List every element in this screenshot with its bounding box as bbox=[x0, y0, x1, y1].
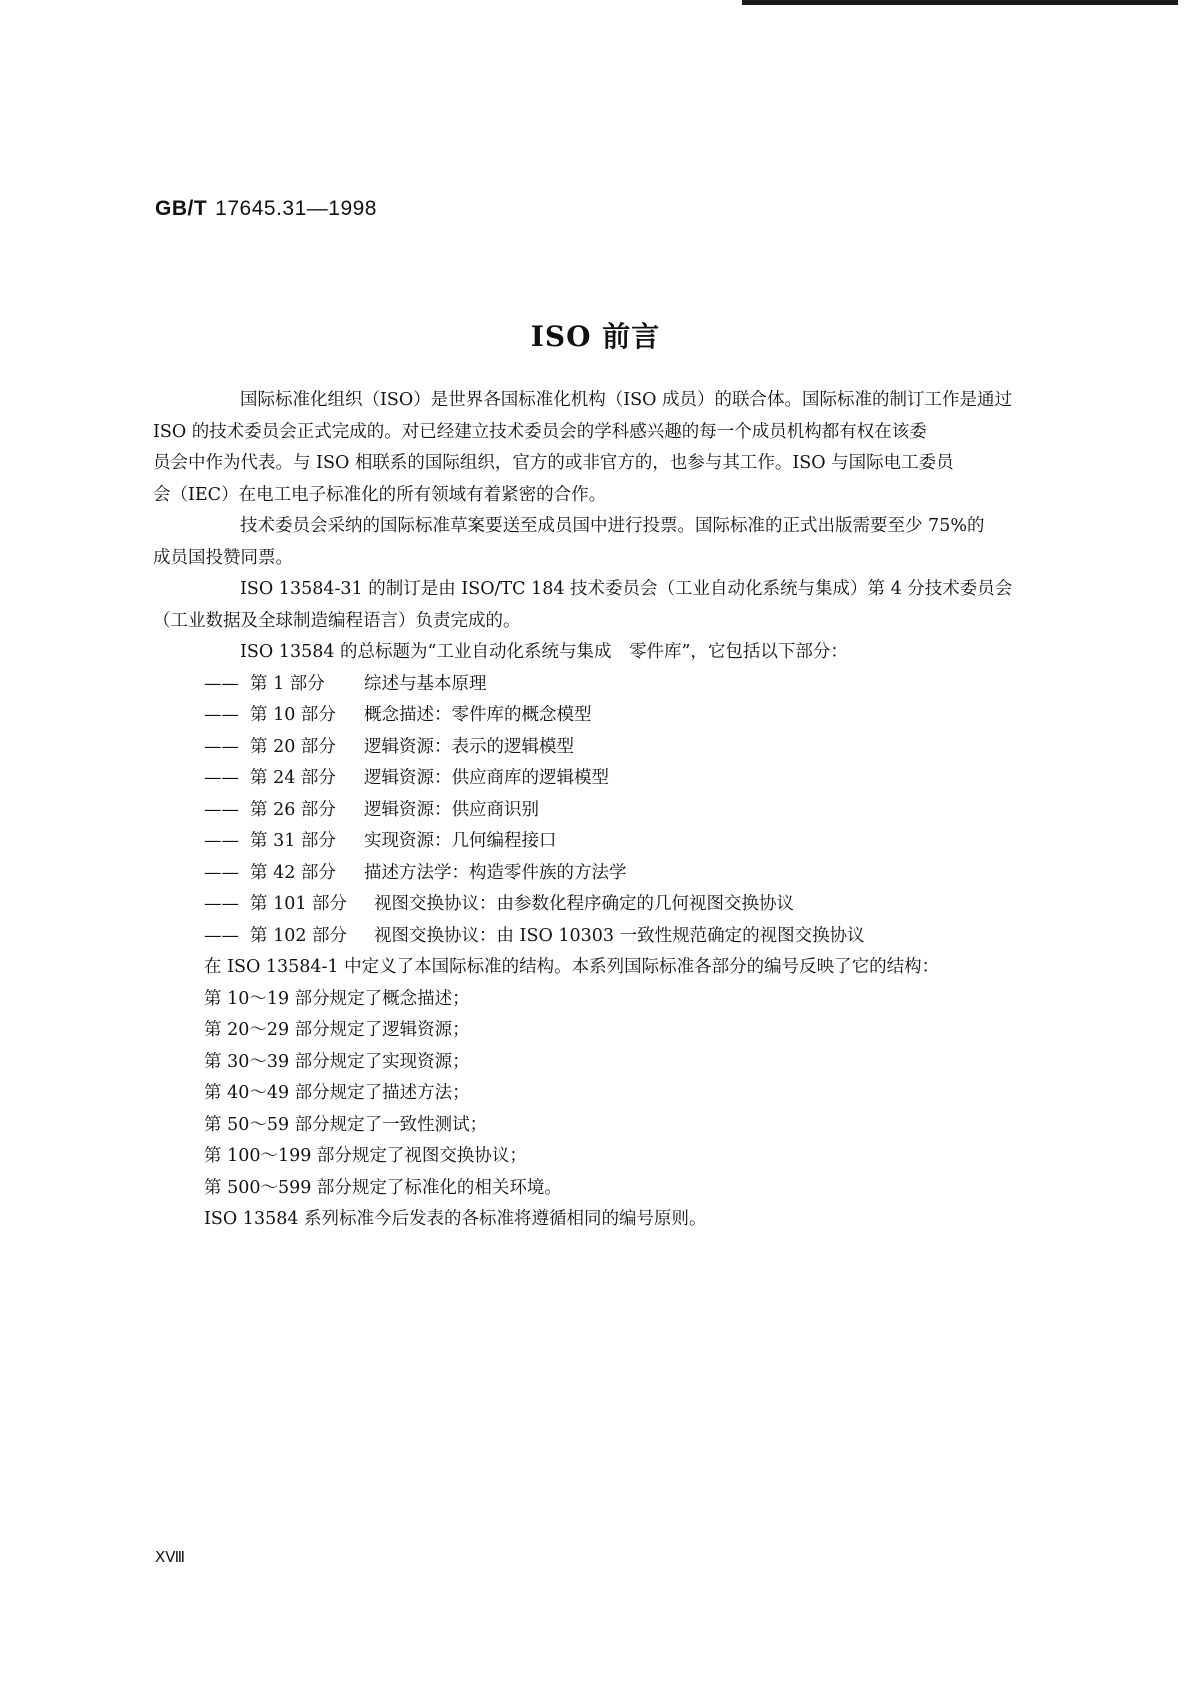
part-description: 逻辑资源：供应商识别 bbox=[364, 799, 539, 820]
list-item bbox=[204, 921, 1075, 953]
part-number: 第 24 部分 bbox=[250, 768, 336, 788]
list-item: 第 500～599 部分规定了标准化的相关环境。 bbox=[204, 1177, 562, 1198]
list-item bbox=[204, 669, 1075, 701]
text-line: ISO 13584-31 的制订是由 ISO/TC 184 技术委员会（工业自动化系统与集成）第 4 分技术委员会 bbox=[240, 579, 1013, 599]
closing-statement: ISO 13584 系列标准今后发表的各标准将遵循相同的编号原则。 bbox=[204, 1209, 707, 1229]
part-description: 视图交换协议：由 ISO 10303 一致性规范确定的视图交换协议 bbox=[374, 925, 865, 946]
top-rule bbox=[742, 0, 1178, 5]
paragraph-committee bbox=[153, 574, 1075, 637]
list-item: 第 30～39 部分规定了实现资源； bbox=[204, 1051, 470, 1072]
part-number: 第 20 部分 bbox=[250, 736, 336, 757]
page-title: ISO 前言 bbox=[530, 320, 661, 353]
paragraph-general-title: ISO 13584 的总标题为“工业自动化系统与集成 零件库”，它包括以下部分： bbox=[240, 642, 848, 662]
list-item bbox=[204, 858, 1075, 890]
list-item bbox=[204, 700, 1075, 732]
standard-code: 17645.31—1998 bbox=[215, 197, 377, 220]
list-dash: —— bbox=[204, 736, 239, 757]
list-dash: —— bbox=[204, 768, 239, 788]
list-item bbox=[204, 763, 1075, 795]
document-body bbox=[153, 385, 1075, 1236]
part-number: 第 26 部分 bbox=[250, 799, 336, 820]
part-description: 逻辑资源：表示的逻辑模型 bbox=[364, 736, 574, 757]
list-dash: —— bbox=[204, 799, 239, 820]
list-item bbox=[204, 826, 1075, 858]
text-line: ISO 的技术委员会正式完成的。对已经建立技术委员会的学科感兴趣的每一个成员机构都有权在该委 bbox=[153, 421, 927, 442]
text-line: 技术委员会采纳的国际标准草案要送至成员国中进行投票。国际标准的正式出版需要至少 75%的 bbox=[240, 516, 985, 536]
list-dash: —— bbox=[204, 862, 239, 883]
standard-prefix: GB/T bbox=[155, 197, 208, 220]
part-number: 第 10 部分 bbox=[250, 705, 336, 725]
part-description: 实现资源：几何编程接口 bbox=[364, 831, 557, 851]
list-item: 第 50～59 部分规定了一致性测试； bbox=[204, 1114, 488, 1135]
list-item bbox=[204, 795, 1075, 827]
part-description: 视图交换协议：由参数化程序确定的几何视图交换协议 bbox=[374, 894, 794, 914]
parts-list bbox=[204, 669, 1075, 953]
list-item bbox=[204, 889, 1075, 921]
text-line: （工业数据及全球制造编程语言）负责完成的。 bbox=[153, 610, 521, 631]
part-description: 综述与基本原理 bbox=[364, 673, 487, 694]
text-line: 员会中作为代表。与 ISO 相联系的国际组织，官方的或非官方的，也参与其工作。ISO 与国际电工委员 bbox=[153, 453, 954, 473]
part-number: 第 31 部分 bbox=[250, 831, 336, 851]
paragraph-voting bbox=[153, 511, 1075, 574]
part-description: 概念描述：零件库的概念模型 bbox=[364, 705, 592, 725]
list-item: 第 20～29 部分规定了逻辑资源； bbox=[204, 1020, 470, 1040]
list-item: 第 40～49 部分规定了描述方法； bbox=[204, 1083, 470, 1103]
list-item: 第 10～19 部分规定了概念描述； bbox=[204, 988, 470, 1009]
part-number: 第 42 部分 bbox=[250, 862, 336, 883]
part-number: 第 1 部分 bbox=[250, 673, 325, 694]
standard-number bbox=[155, 197, 377, 221]
list-dash: —— bbox=[204, 831, 239, 851]
ranges-list bbox=[204, 984, 1075, 1205]
list-dash: —— bbox=[204, 705, 239, 725]
part-number: 第 102 部分 bbox=[250, 925, 348, 946]
list-item: 第 100～199 部分规定了视图交换协议； bbox=[204, 1146, 527, 1166]
paragraph-iso-intro bbox=[153, 385, 1075, 511]
part-description: 逻辑资源：供应商库的逻辑模型 bbox=[364, 768, 609, 788]
part-description: 描述方法学：构造零件族的方法学 bbox=[364, 862, 627, 883]
page-number: ⅩⅧ bbox=[155, 1550, 186, 1566]
structure-intro: 在 ISO 13584-1 中定义了本国际标准的结构。本系列国际标准各部分的编号反映了它的结构： bbox=[204, 957, 940, 977]
list-item bbox=[204, 732, 1075, 764]
text-line: 国际标准化组织（ISO）是世界各国标准化机构（ISO 成员）的联合体。国际标准的制订工作是通过 bbox=[240, 390, 1013, 410]
list-dash: —— bbox=[204, 925, 239, 946]
text-line: 会（IEC）在电工电子标准化的所有领域有着紧密的合作。 bbox=[153, 484, 607, 505]
text-line: 成员国投赞同票。 bbox=[153, 547, 293, 568]
list-dash: —— bbox=[204, 894, 239, 914]
list-dash: —— bbox=[204, 673, 239, 694]
part-number: 第 101 部分 bbox=[250, 894, 348, 914]
